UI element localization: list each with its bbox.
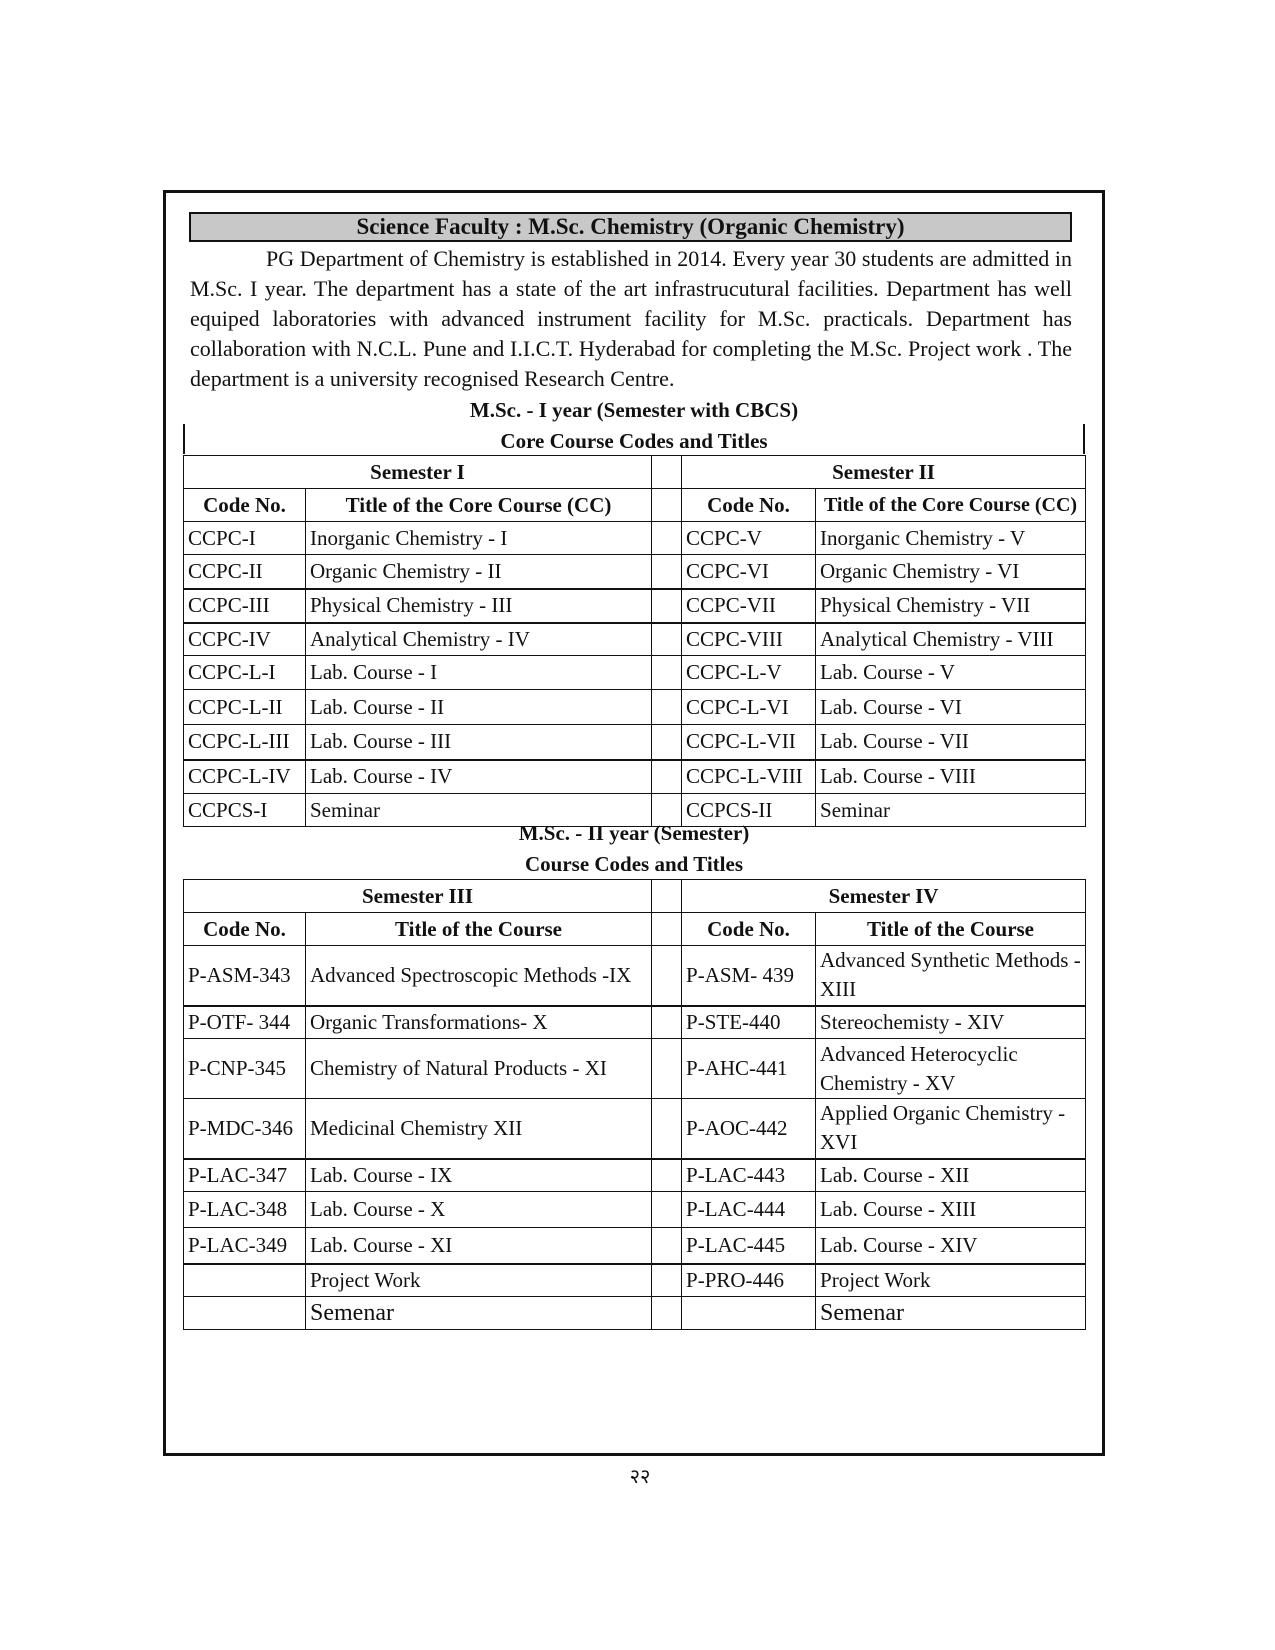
- course-title: Analytical Chemistry - IV: [306, 623, 652, 656]
- course-code: CCPC-III: [184, 589, 306, 623]
- course-code: P-ASM- 439: [682, 946, 816, 1006]
- course-title: Semenar: [306, 1297, 652, 1330]
- course-title: Lab. Course - XIII: [816, 1192, 1086, 1228]
- code-header: Code No.: [682, 489, 816, 522]
- title-header: Title of the Core Course (CC): [306, 489, 652, 522]
- column-gap: [652, 555, 682, 589]
- course-row: [184, 690, 1086, 725]
- course-title: Lab. Course - VIII: [816, 760, 1086, 794]
- year1-course-table: [183, 455, 1086, 827]
- course-code: CCPC-I: [184, 522, 306, 555]
- course-row: [184, 1039, 1086, 1099]
- course-title: Stereochemisty - XIV: [816, 1006, 1086, 1039]
- course-code: CCPC-VII: [682, 589, 816, 623]
- course-row: [184, 1159, 1086, 1192]
- column-gap: [652, 589, 682, 623]
- faculty-banner: Science Faculty : M.Sc. Chemistry (Organic Chemistry): [189, 212, 1072, 242]
- course-code: [184, 1297, 306, 1330]
- course-row: [184, 1228, 1086, 1264]
- course-row: [184, 1099, 1086, 1159]
- course-code: P-PRO-446: [682, 1264, 816, 1297]
- semester-4-label: Semester IV: [682, 880, 1086, 913]
- course-code: CCPC-VIII: [682, 623, 816, 656]
- course-code: P-LAC-349: [184, 1228, 306, 1264]
- course-title: Seminar: [816, 794, 1086, 827]
- course-code: P-AOC-442: [682, 1099, 816, 1159]
- course-title: Lab. Course - VII: [816, 725, 1086, 760]
- course-row: [184, 589, 1086, 623]
- column-gap: [652, 489, 682, 522]
- course-title: Project Work: [816, 1264, 1086, 1297]
- course-code: CCPC-II: [184, 555, 306, 589]
- column-header-row: [184, 913, 1086, 946]
- course-code: P-LAC-347: [184, 1159, 306, 1192]
- course-code: CCPC-L-VII: [682, 725, 816, 760]
- course-row: [184, 623, 1086, 656]
- course-code: P-AHC-441: [682, 1039, 816, 1099]
- title-header: Title of the Course: [306, 913, 652, 946]
- code-header: Code No.: [682, 913, 816, 946]
- semester-2-label: Semester II: [682, 456, 1086, 489]
- semester-3-label: Semester III: [184, 880, 652, 913]
- title-header: Title of the Core Course (CC): [816, 489, 1086, 522]
- column-gap: [652, 946, 682, 1006]
- column-gap: [652, 1159, 682, 1192]
- course-title: Lab. Course - XIV: [816, 1228, 1086, 1264]
- course-title: Semenar: [816, 1297, 1086, 1330]
- year1-subheading: Core Course Codes and Titles: [500, 429, 768, 453]
- column-gap: [652, 522, 682, 555]
- course-row: [184, 1006, 1086, 1039]
- column-gap: [652, 880, 682, 913]
- course-row: [184, 1192, 1086, 1228]
- course-code: CCPCS-II: [682, 794, 816, 827]
- semester-header-row: [184, 456, 1086, 489]
- course-code: CCPC-V: [682, 522, 816, 555]
- course-row: [184, 946, 1086, 1006]
- course-code: P-ASM-343: [184, 946, 306, 1006]
- year2-subheading: Course Codes and Titles: [524, 852, 743, 876]
- course-code: P-LAC-444: [682, 1192, 816, 1228]
- course-title: Analytical Chemistry - VIII: [816, 623, 1086, 656]
- course-row: [184, 760, 1086, 794]
- course-title: Lab. Course - I: [306, 656, 652, 690]
- course-code: CCPC-L-V: [682, 656, 816, 690]
- code-header: Code No.: [184, 489, 306, 522]
- course-title: Lab. Course - XI: [306, 1228, 652, 1264]
- course-row: [184, 555, 1086, 589]
- course-title: Physical Chemistry - III: [306, 589, 652, 623]
- course-row: [184, 1297, 1086, 1330]
- course-title: Seminar: [306, 794, 652, 827]
- course-code: CCPCS-I: [184, 794, 306, 827]
- column-gap: [652, 1006, 682, 1039]
- course-title: Chemistry of Natural Products - XI: [306, 1039, 652, 1099]
- column-gap: [652, 725, 682, 760]
- course-code: P-OTF- 344: [184, 1006, 306, 1039]
- column-gap: [652, 656, 682, 690]
- column-gap: [652, 456, 682, 489]
- year1-heading: M.Sc. - I year (Semester with CBCS): [469, 398, 799, 422]
- course-title: Lab. Course - V: [816, 656, 1086, 690]
- code-header: Code No.: [184, 913, 306, 946]
- column-gap: [652, 913, 682, 946]
- course-title: Lab. Course - II: [306, 690, 652, 725]
- course-title: Lab. Course - IX: [306, 1159, 652, 1192]
- course-title: Applied Organic Chemistry - XVI: [816, 1099, 1086, 1159]
- course-code: P-LAC-445: [682, 1228, 816, 1264]
- column-gap: [652, 1192, 682, 1228]
- column-gap: [652, 1099, 682, 1159]
- course-title: Project Work: [306, 1264, 652, 1297]
- column-gap: [652, 1264, 682, 1297]
- course-code: CCPC-L-I: [184, 656, 306, 690]
- course-title: Lab. Course - III: [306, 725, 652, 760]
- course-code: [682, 1297, 816, 1330]
- course-title: Lab. Course - X: [306, 1192, 652, 1228]
- course-code: P-LAC-348: [184, 1192, 306, 1228]
- course-code: P-STE-440: [682, 1006, 816, 1039]
- year2-course-table: [183, 879, 1086, 1330]
- column-gap: [652, 1039, 682, 1099]
- course-row: [184, 656, 1086, 690]
- course-code: CCPC-L-III: [184, 725, 306, 760]
- course-code: P-LAC-443: [682, 1159, 816, 1192]
- course-code: [184, 1264, 306, 1297]
- column-gap: [652, 1297, 682, 1330]
- column-gap: [652, 623, 682, 656]
- course-title: Lab. Course - IV: [306, 760, 652, 794]
- course-code: CCPC-L-VI: [682, 690, 816, 725]
- course-title: Organic Transformations- X: [306, 1006, 652, 1039]
- year2-heading: M.Sc. - II year (Semester): [518, 821, 750, 845]
- course-code: CCPC-L-II: [184, 690, 306, 725]
- semester-header-row: [184, 880, 1086, 913]
- column-gap: [652, 760, 682, 794]
- course-row: [184, 725, 1086, 760]
- course-code: CCPC-IV: [184, 623, 306, 656]
- course-title: Advanced Synthetic Methods -XIII: [816, 946, 1086, 1006]
- column-header-row: [184, 489, 1086, 522]
- column-gap: [652, 690, 682, 725]
- course-title: Inorganic Chemistry - I: [306, 522, 652, 555]
- department-intro: [190, 244, 1072, 394]
- course-title: Organic Chemistry - VI: [816, 555, 1086, 589]
- course-title: Physical Chemistry - VII: [816, 589, 1086, 623]
- course-title: Advanced Heterocyclic Chemistry - XV: [816, 1039, 1086, 1099]
- course-row: [184, 1264, 1086, 1297]
- title-header: Title of the Course: [816, 913, 1086, 946]
- course-row: [184, 522, 1086, 555]
- course-code: CCPC-L-VIII: [682, 760, 816, 794]
- course-title: Organic Chemistry - II: [306, 555, 652, 589]
- course-code: CCPC-VI: [682, 555, 816, 589]
- course-title: Medicinal Chemistry XII: [306, 1099, 652, 1159]
- course-title: Advanced Spectroscopic Methods -IX: [306, 946, 652, 1006]
- semester-1-label: Semester I: [184, 456, 652, 489]
- column-gap: [652, 1228, 682, 1264]
- course-title: Lab. Course - XII: [816, 1159, 1086, 1192]
- course-code: P-MDC-346: [184, 1099, 306, 1159]
- intro-text: PG Department of Chemistry is established in 2014. Every year 30 students are admitted in M.Sc. I year. The department has a state of the art infrastrucutural facilities. Department has well equiped laboratories with advanced instrument facility for M.Sc. practicals. Department has collaboration with N.C.L. Pune and I.I.C.T. Hyderabad for completing the M.Sc. Project work . The department is a university recognised Research Centre.: [190, 246, 1072, 391]
- course-code: CCPC-L-IV: [184, 760, 306, 794]
- course-code: P-CNP-345: [184, 1039, 306, 1099]
- page-number: २२: [629, 1464, 651, 1488]
- course-title: Lab. Course - VI: [816, 690, 1086, 725]
- course-title: Inorganic Chemistry - V: [816, 522, 1086, 555]
